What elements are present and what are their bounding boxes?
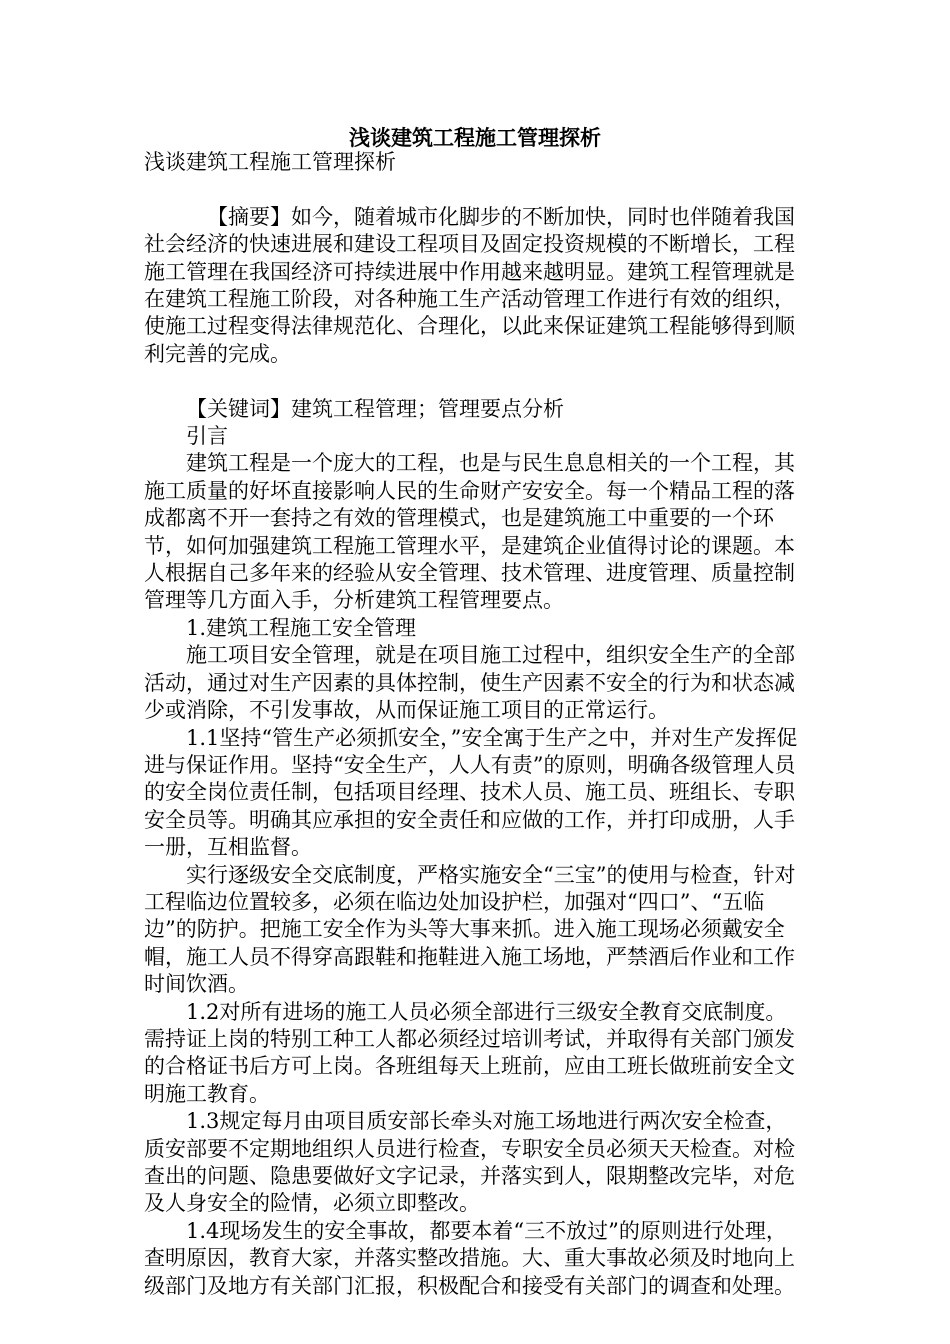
document-title: 浅谈建筑工程施工管理探析 — [349, 125, 601, 150]
abstract-paragraph: 【摘要】如今，随着城市化脚步的不断加快，同时也伴随着我国社会经济的快速进展和建设工程项目及固定投资规模的不断增长，工程施工管理在我国经济可持续进展中作用越来越明显。建筑工程管理就是在建筑工程施工阶段，对各种施工生产活动管理工作进行有效的组织，使施工过程变得法律规范化、合理化，以此来保证建筑工程能够得到顺利完善的完成。 — [144, 204, 795, 366]
body-paragraph: 1.3规定每月由项目质安部长牵头对施工场地进行两次安全检查，质安部要不定期地组织人员进行检查，专职安全员必须天天检查。对检查出的问题、隐患要做好文字记录，并落实到人，限期整改完毕，对危及人身安全的险情，必须立即整改。 — [144, 1109, 795, 1216]
spacer — [144, 176, 804, 203]
body-paragraph: 建筑工程是一个庞大的工程，也是与民生息息相关的一个工程，其施工质量的好坏直接影响人民的生命财产安安全。每一个精品工程的落成都离不开一套持之有效的管理模式，也是建筑施工中重要的一个环节，如何加强建筑工程施工管理水平，是建筑企业值得讨论的课题。本人根据自己多年来的经验从安全管理、技术管理、进度管理、质量控制管理等几方面入手，分析建筑工程管理要点。 — [144, 451, 795, 613]
document-subtitle: 浅谈建筑工程施工管理探析 — [144, 150, 396, 174]
body-paragraph: 施工项目安全管理，就是在项目施工过程中，组织安全生产的全部活动，通过对生产因素的具体控制，使生产因素不安全的行为和状态减少或消除，不引发事故，从而保证施工项目的正常运行。 — [144, 643, 795, 723]
body-paragraph: 1.4现场发生的安全事故，都要本着“三不放过”的原则进行处理，查明原因，教育大家，并落实整改措施。大、重大事故必须及时地向上级部门及地方有关部门汇报，积极配合和接受有关部门的调查和处理。 — [144, 1218, 795, 1298]
section-heading-introduction: 引言 — [186, 424, 228, 449]
document-body — [144, 149, 804, 1300]
body-paragraph: 1.2对所有进场的施工人员必须全部进行三级安全教育交底制度。需持证上岗的特别工种工人都必须经过培训考试，并取得有关部门颁发的合格证书后方可上岗。各班组每天上班前，应由工班长做班前安全文明施工教育。 — [144, 999, 795, 1106]
spacer — [144, 368, 804, 395]
body-paragraph: 实行逐级安全交底制度，严格实施安全“三宝”的使用与检查，针对工程临边位置较多，必须在临边处加设护栏，加强对“四口”、“五临边”的防护。把施工安全作为头等大事来抓。进入施工现场必须戴安全帽，施工人员不得穿高跟鞋和拖鞋进入施工场地，严禁酒后作业和工作时间饮酒。 — [144, 862, 796, 997]
body-paragraph: 1.1坚持“管生产必须抓安全，”安全寓于生产之中，并对生产发挥促进与保证作用。坚持“安全生产，人人有责”的原则，明确各级管理人员的安全岗位责任制，包括项目经理、技术人员、施工员、班组长、专职安全员等。明确其应承担的安全责任和应做的工作，并打印成册，人手一册，互相监督。 — [144, 725, 798, 860]
section-heading-1: 1.建筑工程施工安全管理 — [186, 615, 417, 640]
keywords-paragraph: 【关键词】建筑工程管理；管理要点分析 — [186, 396, 564, 421]
